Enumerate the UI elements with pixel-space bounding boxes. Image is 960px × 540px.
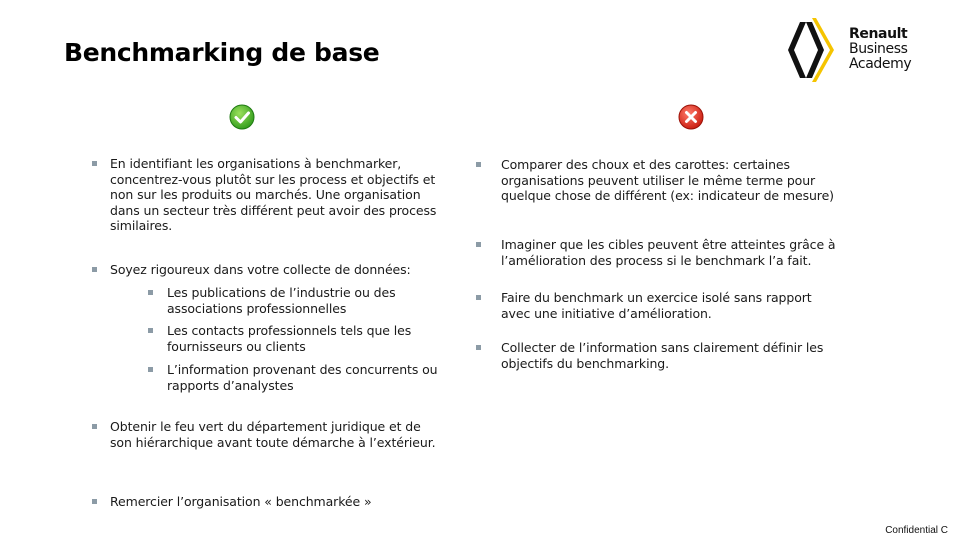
bullet-icon: [476, 242, 481, 247]
sub-list-item: [148, 285, 440, 316]
sub-list-item: [148, 362, 440, 393]
list-item-text: En identifiant les organisations à benchmarker, concentrez-vous plutôt sur les process et objectifs et non sur les produits ou marchés. Une organisation dans un secteur très différent peut avoir des process similaires.: [110, 156, 437, 233]
list-item: [92, 156, 437, 234]
logo-line-academy: Academy: [849, 56, 912, 72]
sub-list-item-text: Les contacts professionnels tels que les fournisseurs ou clients: [167, 323, 412, 354]
list-item-text: Comparer des choux et des carottes: certaines organisations peuvent utiliser le même terme pour quelque chose de différent (ex: indicateur de mesure): [501, 157, 834, 203]
red-x-icon: [678, 104, 704, 130]
list-item: [476, 290, 838, 321]
confidentiality-label: Confidential C: [885, 525, 948, 536]
page-title: Benchmarking de base: [64, 38, 380, 67]
list-item-text: Faire du benchmark un exercice isolé sans rapport avec une initiative d’amélioration.: [501, 290, 812, 321]
list-item-text: Obtenir le feu vert du département juridique et de son hiérarchique avant toute démarche à l’extérieur.: [110, 419, 436, 450]
list-item-text: Soyez rigoureux dans votre collecte de données:: [110, 262, 411, 277]
green-check-icon: [229, 104, 255, 130]
sub-list-item: [148, 323, 440, 354]
list-item: [92, 262, 437, 278]
bullet-icon: [92, 499, 97, 504]
list-item: [92, 494, 437, 510]
bullet-icon: [148, 367, 153, 372]
list-item: [92, 419, 444, 450]
sub-list-item-text: L’information provenant des concurrents ou rapports d’analystes: [167, 362, 438, 393]
logo-line-renault: Renault: [849, 26, 908, 42]
renault-diamond-icon: [786, 18, 842, 82]
list-item-text: Remercier l’organisation « benchmarkée »: [110, 494, 372, 509]
list-item: [476, 157, 838, 204]
bullet-icon: [476, 295, 481, 300]
list-item: [476, 340, 838, 371]
bullet-icon: [148, 328, 153, 333]
list-item-text: Imaginer que les cibles peuvent être atteintes grâce à l’amélioration des process si le benchmark l’a fait.: [501, 237, 836, 268]
bullet-icon: [92, 424, 97, 429]
bullet-icon: [476, 345, 481, 350]
bullet-icon: [476, 162, 481, 167]
sub-list-item-text: Les publications de l’industrie ou des associations professionnelles: [167, 285, 396, 316]
bullet-icon: [148, 290, 153, 295]
list-item-text: Collecter de l’information sans clairement définir les objectifs du benchmarking.: [501, 340, 824, 371]
list-item: [476, 237, 838, 268]
bullet-icon: [92, 161, 97, 166]
logo-line-business: Business: [849, 41, 908, 57]
bullet-icon: [92, 267, 97, 272]
